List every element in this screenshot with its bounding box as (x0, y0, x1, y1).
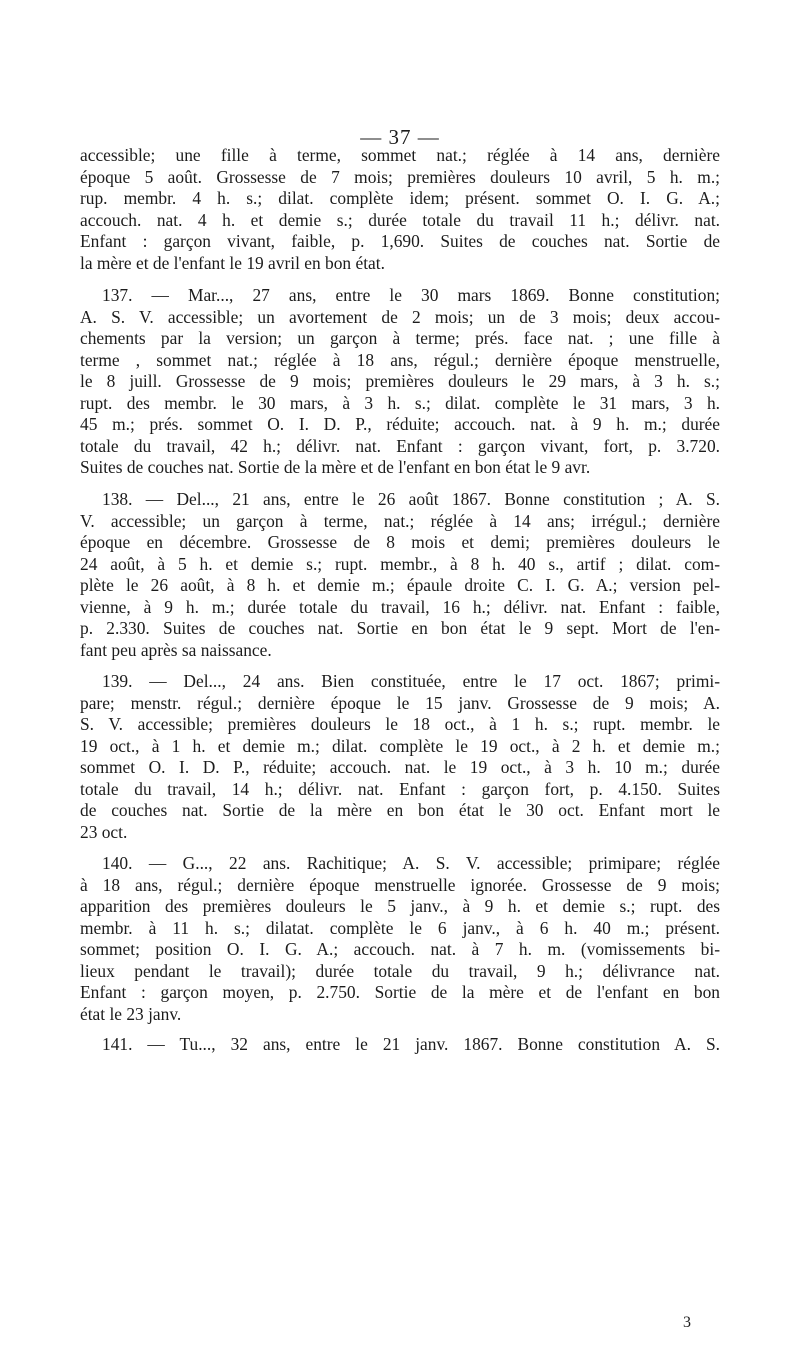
text-line: fant peu après sa naissance. (80, 639, 272, 660)
text-line: lieux pendant le travail); durée totale du travail, 9 h.; délivrance nat. (80, 960, 720, 981)
text-line: membr. à 11 h. s.; dilatat. complète le 6 janv., à 6 h. 40 m.; présent. (80, 917, 720, 938)
text-line: 139. — Del..., 24 ans. Bien constituée, entre le 17 oct. 1867; primi- (102, 671, 720, 691)
text-line: 140. — G..., 22 ans. Rachitique; A. S. V. accessible; primipare; réglée (102, 853, 720, 873)
text-line: A. S. V. accessible; un avortement de 2 mois; un de 3 mois; deux accou- (80, 306, 720, 327)
text-line: totale du travail, 42 h.; délivr. nat. Enfant : garçon vivant, fort, p. 3.720. (80, 435, 720, 456)
text-line: Enfant : garçon vivant, faible, p. 1,690. Suites de couches nat. Sortie de (80, 231, 720, 251)
case-entry-139 (80, 671, 720, 843)
text-line: 23 oct. (80, 821, 128, 842)
text-line: terme , sommet nat.; réglée à 18 ans, régul.; dernière époque menstruelle, (80, 349, 720, 370)
text-line: la mère et de l'enfant le 19 avril en bon état. (80, 252, 385, 273)
signature-mark: 3 (683, 1314, 691, 1331)
text-line: chements par la version; un garçon à terme; prés. face nat. ; une fille à (80, 328, 720, 348)
paragraph-continuation (80, 145, 720, 274)
page-number: — 37 — (360, 125, 440, 149)
text-line: 19 oct., à 1 h. et demie m.; dilat. complète le 19 oct., à 2 h. et demie m.; (80, 735, 720, 756)
text-line: 137. — Mar..., 27 ans, entre le 30 mars 1869. Bonne constitution; (102, 285, 720, 305)
text-line: époque 5 août. Grossesse de 7 mois; premières douleurs 10 avril, 5 h. m.; (80, 166, 720, 187)
text-line: accessible; une fille à terme, sommet nat.; réglée à 14 ans, dernière (80, 145, 720, 165)
text-line: rupt. des membr. le 30 mars, à 3 h. s.; dilat. complète le 31 mars, 3 h. (80, 392, 720, 413)
text-line: rup. membr. 4 h. s.; dilat. complète idem; présent. sommet O. I. G. A.; (80, 188, 720, 208)
text-line: époque en décembre. Grossesse de 8 mois et demi; premières douleurs le (80, 532, 720, 552)
text-line: apparition des premières douleurs le 5 janv., à 9 h. et demie s.; rupt. des (80, 896, 720, 916)
text-line: le 8 juill. Grossesse de 9 mois; premières douleurs le 29 mars, à 3 h. s.; (80, 371, 720, 391)
text-line: Enfant : garçon moyen, p. 2.750. Sortie de la mère et de l'enfant en bon (80, 982, 720, 1002)
text-line: vienne, à 9 h. m.; durée totale du travail, 16 h.; délivr. nat. Enfant : faible, (80, 596, 720, 617)
text-line: sommet; position O. I. G. A.; accouch. nat. à 7 h. m. (vomissements bi- (80, 939, 720, 959)
text-line: p. 2.330. Suites de couches nat. Sortie en bon état le 9 sept. Mort de l'en- (80, 618, 720, 638)
text-line: 24 août, à 5 h. et demie s.; rupt. membr., à 8 h. 40 s., artif ; dilat. com- (80, 553, 720, 574)
text-line: S. V. accessible; premières douleurs le 18 oct., à 1 h. s.; rupt. membr. le (80, 714, 720, 734)
text-line: 45 m.; prés. sommet O. I. D. P., réduite; accouch. nat. à 9 h. m.; durée (80, 414, 720, 434)
text-line: plète le 26 août, à 8 h. et demie m.; épaule droite C. I. G. A.; version pel- (80, 575, 720, 595)
text-line: pare; menstr. régul.; dernière époque le 15 janv. Grossesse de 9 mois; A. (80, 692, 720, 713)
text-line: V. accessible; un garçon à terme, nat.; réglée à 14 ans; irrégul.; dernière (80, 510, 720, 531)
case-entry-137 (80, 285, 720, 479)
text-line: de couches nat. Sortie de la mère en bon état le 30 oct. Enfant mort le (80, 800, 720, 820)
case-entry-138 (80, 489, 720, 661)
text-line: sommet O. I. D. P., réduite; accouch. nat. le 19 oct., à 3 h. 10 m.; durée (80, 757, 720, 777)
case-entry-140 (80, 853, 720, 1025)
text-line: totale du travail, 14 h.; délivr. nat. Enfant : garçon fort, p. 4.150. Suites (80, 778, 720, 799)
text-line: Suites de couches nat. Sortie de la mère et de l'enfant en bon état le 9 avr. (80, 457, 591, 477)
text-line: état le 23 janv. (80, 1003, 182, 1024)
text-line: 138. — Del..., 21 ans, entre le 26 août 1867. Bonne constitution ; A. S. (102, 489, 720, 509)
text-line: accouch. nat. 4 h. et demie s.; durée totale du travail 11 h.; délivr. nat. (80, 209, 720, 230)
case-entry-141 (80, 1034, 720, 1056)
text-line: 141. — Tu..., 32 ans, entre le 21 janv. 1867. Bonne constitution A. S. (102, 1034, 720, 1054)
text-line: à 18 ans, régul.; dernière époque menstruelle ignorée. Grossesse de 9 mois; (80, 874, 720, 895)
